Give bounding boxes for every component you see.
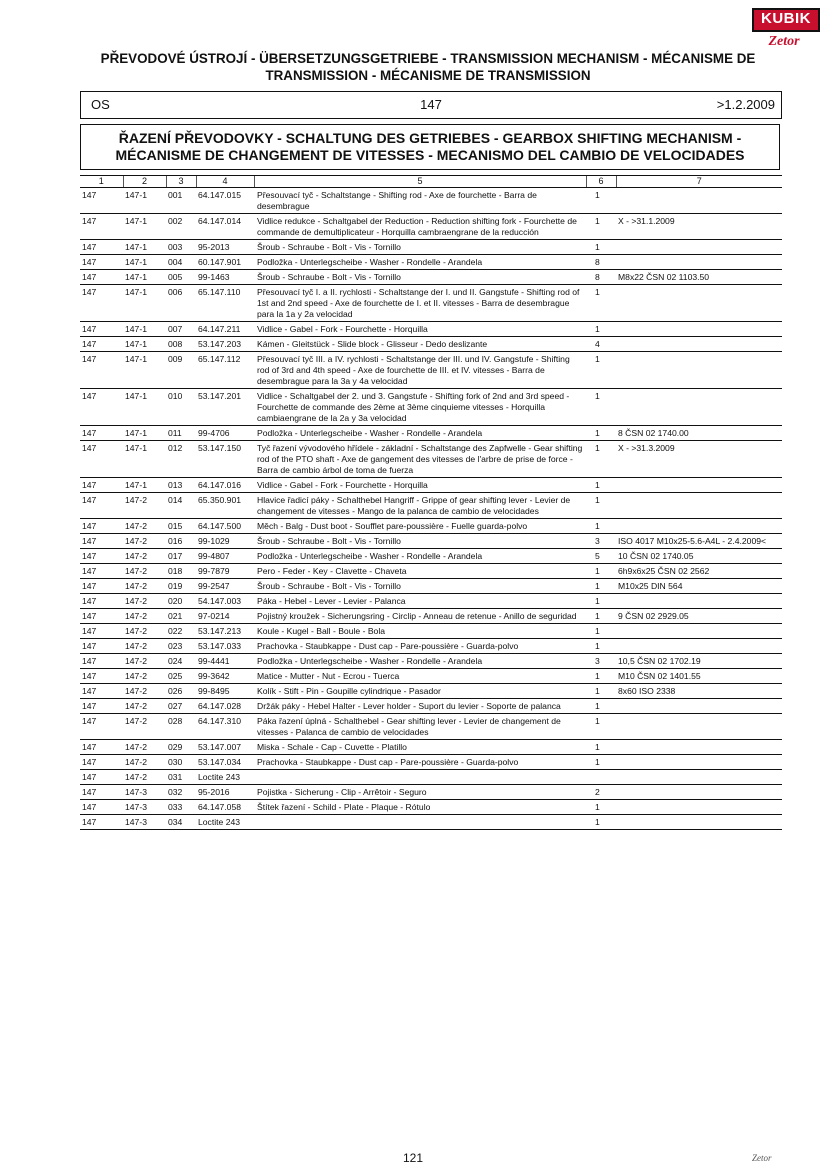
subgroup-cell: 147-2	[123, 639, 166, 654]
position-cell: 011	[166, 426, 196, 441]
position-cell: 002	[166, 214, 196, 240]
description-cell: Miska - Schale - Cap - Cuvette - Platillo	[254, 740, 586, 755]
table-row	[80, 389, 782, 426]
table-row	[80, 609, 782, 624]
column-header: 4	[196, 176, 254, 188]
remark-cell	[616, 519, 782, 534]
table-row	[80, 322, 782, 337]
description-cell: Přesouvací tyč III. a IV. rychlosti - Schaltstange der III. und IV. Gangstufe - Shifting rod of 3rd and 4th speed - Axe de fourchette de III. et IV. vitesses - Barra de desembrague para la 3a y 4a velocidad	[254, 352, 586, 389]
remark-cell: M8x22 ČSN 02 1103.50	[616, 270, 782, 285]
table-row	[80, 699, 782, 714]
group-cell: 147	[80, 624, 123, 639]
group-cell: 147	[80, 534, 123, 549]
table-row	[80, 352, 782, 389]
quantity-cell: 1	[586, 624, 616, 639]
remark-cell: X - >31.1.2009	[616, 214, 782, 240]
table-row	[80, 549, 782, 564]
position-cell: 030	[166, 755, 196, 770]
quantity-cell: 1	[586, 579, 616, 594]
subgroup-cell: 147-1	[123, 389, 166, 426]
quantity-cell: 3	[586, 534, 616, 549]
subgroup-cell: 147-1	[123, 478, 166, 493]
description-cell: Prachovka - Staubkappe - Dust cap - Pare-poussière - Guarda-polvo	[254, 639, 586, 654]
table-header-row	[80, 176, 782, 188]
remark-cell	[616, 352, 782, 389]
part-number-cell: 53.147.213	[196, 624, 254, 639]
position-cell: 019	[166, 579, 196, 594]
remark-cell: 9 ČSN 02 2929.05	[616, 609, 782, 624]
remark-cell: M10 ČSN 02 1401.55	[616, 669, 782, 684]
table-row	[80, 270, 782, 285]
part-number-cell: 64.147.014	[196, 214, 254, 240]
remark-cell: 6h9x6x25 ČSN 02 2562	[616, 564, 782, 579]
section-title	[80, 124, 780, 170]
subgroup-cell: 147-2	[123, 740, 166, 755]
description-cell: Pojistný kroužek - Sicherungsring - Circlip - Anneau de retenue - Anillo de seguridad	[254, 609, 586, 624]
group-cell: 147	[80, 285, 123, 322]
quantity-cell: 8	[586, 255, 616, 270]
subgroup-cell: 147-2	[123, 594, 166, 609]
description-cell: Páka - Hebel - Lever - Levier - Palanca	[254, 594, 586, 609]
remark-cell	[616, 740, 782, 755]
description-cell: Podložka - Unterlegscheibe - Washer - Rondelle - Arandela	[254, 549, 586, 564]
column-header: 7	[616, 176, 782, 188]
quantity-cell: 1	[586, 389, 616, 426]
os-label: OS	[91, 97, 110, 112]
description-cell: Měch - Balg - Dust boot - Soufflet pare-poussière - Fuelle guarda-polvo	[254, 519, 586, 534]
description-cell: Šroub - Schraube - Bolt - Vis - Tornillo	[254, 579, 586, 594]
subgroup-cell: 147-1	[123, 285, 166, 322]
position-cell: 028	[166, 714, 196, 740]
position-cell: 024	[166, 654, 196, 669]
group-cell: 147	[80, 426, 123, 441]
remark-cell: M10x25 DIN 564	[616, 579, 782, 594]
group-cell: 147	[80, 639, 123, 654]
part-number-cell: 65.147.112	[196, 352, 254, 389]
part-number-cell: 53.147.203	[196, 337, 254, 352]
remark-cell: 8x60 ISO 2338	[616, 684, 782, 699]
remark-cell	[616, 337, 782, 352]
subgroup-cell: 147-1	[123, 240, 166, 255]
description-cell: Prachovka - Staubkappe - Dust cap - Pare-poussière - Guarda-polvo	[254, 755, 586, 770]
table-row	[80, 534, 782, 549]
remark-cell	[616, 240, 782, 255]
position-cell: 025	[166, 669, 196, 684]
description-cell: Pojistka - Sicherung - Clip - Arrêtoir - Seguro	[254, 785, 586, 800]
remark-cell	[616, 714, 782, 740]
table-row	[80, 740, 782, 755]
table-row	[80, 188, 782, 214]
remark-cell	[616, 493, 782, 519]
group-cell: 147	[80, 337, 123, 352]
group-cell: 147	[80, 755, 123, 770]
part-number-cell: 53.147.150	[196, 441, 254, 478]
remark-cell	[616, 755, 782, 770]
part-number-cell: 64.147.500	[196, 519, 254, 534]
position-cell: 031	[166, 770, 196, 785]
table-row	[80, 255, 782, 270]
group-cell: 147	[80, 800, 123, 815]
remark-cell: X - >31.3.2009	[616, 441, 782, 478]
table-row	[80, 624, 782, 639]
table-row	[80, 337, 782, 352]
subgroup-cell: 147-1	[123, 441, 166, 478]
part-number-cell: Loctite 243	[196, 815, 254, 830]
table-row	[80, 684, 782, 699]
description-cell	[254, 770, 586, 785]
part-number-cell: 60.147.901	[196, 255, 254, 270]
quantity-cell: 4	[586, 337, 616, 352]
parts-table-body	[80, 188, 782, 830]
column-header: 6	[586, 176, 616, 188]
column-header: 3	[166, 176, 196, 188]
description-cell: Podložka - Unterlegscheibe - Washer - Rondelle - Arandela	[254, 654, 586, 669]
group-cell: 147	[80, 519, 123, 534]
table-row	[80, 564, 782, 579]
description-cell: Tyč řazení vývodového hřídele - základní - Schaltstange des Zapfwelle - Gear shifting rod of the PTO shaft - Axe de gangement des vitesses de l'arbre de prise de force - Barra de cambio árbol de toma de fuerza	[254, 441, 586, 478]
group-cell: 147	[80, 214, 123, 240]
position-cell: 014	[166, 493, 196, 519]
position-cell: 007	[166, 322, 196, 337]
part-number-cell: 64.147.015	[196, 188, 254, 214]
description-cell: Hlavice řadicí páky - Schalthebel Hangriff - Grippe of gear shifting lever - Levier de changement de vitesses - Mango de la palanca de cambio de velocidades	[254, 493, 586, 519]
position-cell: 001	[166, 188, 196, 214]
group-cell: 147	[80, 714, 123, 740]
part-number-cell: 54.147.003	[196, 594, 254, 609]
position-cell: 021	[166, 609, 196, 624]
part-number-cell: 99-1463	[196, 270, 254, 285]
column-header: 1	[80, 176, 123, 188]
part-number-cell: 64.147.016	[196, 478, 254, 493]
group-cell: 147	[80, 609, 123, 624]
table-row	[80, 426, 782, 441]
table-row	[80, 478, 782, 493]
remark-cell	[616, 770, 782, 785]
position-cell: 017	[166, 549, 196, 564]
group-cell: 147	[80, 255, 123, 270]
subgroup-cell: 147-1	[123, 214, 166, 240]
position-cell: 005	[166, 270, 196, 285]
group-cell: 147	[80, 352, 123, 389]
quantity-cell: 5	[586, 549, 616, 564]
quantity-cell: 1	[586, 214, 616, 240]
subgroup-cell: 147-2	[123, 714, 166, 740]
group-cell: 147	[80, 322, 123, 337]
part-number-cell: 99-4441	[196, 654, 254, 669]
quantity-cell: 3	[586, 654, 616, 669]
position-cell: 032	[166, 785, 196, 800]
table-row	[80, 285, 782, 322]
table-row	[80, 669, 782, 684]
part-number-cell: 65.147.110	[196, 285, 254, 322]
subgroup-cell: 147-3	[123, 800, 166, 815]
column-header: 5	[254, 176, 586, 188]
description-cell: Páka řazení úplná - Schalthebel - Gear shifting lever - Levier de changement de vitesses - Palanca de cambio de velocidades	[254, 714, 586, 740]
remark-cell	[616, 639, 782, 654]
position-cell: 020	[166, 594, 196, 609]
remark-cell	[616, 389, 782, 426]
position-cell: 012	[166, 441, 196, 478]
table-row	[80, 714, 782, 740]
position-cell: 033	[166, 800, 196, 815]
position-cell: 023	[166, 639, 196, 654]
remark-cell	[616, 188, 782, 214]
part-number-cell: 99-8495	[196, 684, 254, 699]
group-cell: 147	[80, 441, 123, 478]
position-cell: 008	[166, 337, 196, 352]
remark-cell: 10 ČSN 02 1740.05	[616, 549, 782, 564]
subgroup-cell: 147-1	[123, 426, 166, 441]
part-number-cell: 64.147.028	[196, 699, 254, 714]
quantity-cell: 1	[586, 188, 616, 214]
quantity-cell: 2	[586, 785, 616, 800]
group-cell: 147	[80, 549, 123, 564]
quantity-cell: 1	[586, 699, 616, 714]
table-row	[80, 579, 782, 594]
quantity-cell: 1	[586, 740, 616, 755]
group-cell: 147	[80, 815, 123, 830]
quantity-cell: 1	[586, 669, 616, 684]
part-number-cell: 99-4807	[196, 549, 254, 564]
group-cell: 147	[80, 493, 123, 519]
group-cell: 147	[80, 669, 123, 684]
remark-cell	[616, 699, 782, 714]
subgroup-cell: 147-2	[123, 549, 166, 564]
quantity-cell: 1	[586, 426, 616, 441]
position-cell: 034	[166, 815, 196, 830]
group-cell: 147	[80, 188, 123, 214]
quantity-cell: 1	[586, 609, 616, 624]
description-cell: Šroub - Schraube - Bolt - Vis - Tornillo	[254, 240, 586, 255]
part-number-cell: 99-2547	[196, 579, 254, 594]
remark-cell: ISO 4017 M10x25-5.6-A4L - 2.4.2009<	[616, 534, 782, 549]
table-row	[80, 755, 782, 770]
section-title-line-2: MÉCANISME DE CHANGEMENT DE VITESSES - MECANISMO DEL CAMBIO DE VELOCIDADES	[115, 147, 745, 163]
group-cell: 147	[80, 654, 123, 669]
position-cell: 026	[166, 684, 196, 699]
group-cell: 147	[80, 770, 123, 785]
quantity-cell: 1	[586, 815, 616, 830]
quantity-cell: 1	[586, 755, 616, 770]
subgroup-cell: 147-2	[123, 755, 166, 770]
part-number-cell: 64.147.058	[196, 800, 254, 815]
group-cell: 147	[80, 270, 123, 285]
group-cell: 147	[80, 699, 123, 714]
description-cell: Šroub - Schraube - Bolt - Vis - Tornillo	[254, 270, 586, 285]
section-title-line-1: ŘAZENÍ PŘEVODOVKY - SCHALTUNG DES GETRIEBES - GEARBOX SHIFTING MECHANISM -	[118, 130, 742, 146]
remark-cell	[616, 815, 782, 830]
part-number-cell: 99-1029	[196, 534, 254, 549]
part-number-cell: 65.350.901	[196, 493, 254, 519]
position-cell: 015	[166, 519, 196, 534]
group-cell: 147	[80, 594, 123, 609]
position-cell: 009	[166, 352, 196, 389]
position-cell: 029	[166, 740, 196, 755]
table-row	[80, 240, 782, 255]
part-number-cell: 53.147.034	[196, 755, 254, 770]
position-cell: 010	[166, 389, 196, 426]
subgroup-cell: 147-2	[123, 654, 166, 669]
subgroup-cell: 147-3	[123, 785, 166, 800]
table-row	[80, 519, 782, 534]
subgroup-cell: 147-2	[123, 519, 166, 534]
table-row	[80, 493, 782, 519]
part-number-cell: 95-2013	[196, 240, 254, 255]
quantity-cell: 1	[586, 714, 616, 740]
quantity-cell: 1	[586, 800, 616, 815]
subgroup-cell: 147-1	[123, 322, 166, 337]
quantity-cell: 1	[586, 322, 616, 337]
quantity-cell: 1	[586, 478, 616, 493]
document-title	[70, 50, 786, 84]
subgroup-cell: 147-2	[123, 699, 166, 714]
table-row	[80, 770, 782, 785]
quantity-cell: 8	[586, 270, 616, 285]
quantity-cell: 1	[586, 519, 616, 534]
position-cell: 013	[166, 478, 196, 493]
quantity-cell: 1	[586, 594, 616, 609]
table-row	[80, 594, 782, 609]
validity-date: >1.2.2009	[716, 97, 775, 112]
quantity-cell: 1	[586, 441, 616, 478]
part-number-cell: 95-2016	[196, 785, 254, 800]
position-cell: 027	[166, 699, 196, 714]
position-cell: 016	[166, 534, 196, 549]
description-cell: Kámen - Gleitstück - Slide block - Glisseur - Dedo deslizante	[254, 337, 586, 352]
remark-cell	[616, 322, 782, 337]
remark-cell	[616, 800, 782, 815]
quantity-cell: 1	[586, 240, 616, 255]
part-number-cell: 99-4706	[196, 426, 254, 441]
quantity-cell: 1	[586, 684, 616, 699]
group-cell: 147	[80, 389, 123, 426]
quantity-cell: 1	[586, 564, 616, 579]
group-cell: 147	[80, 684, 123, 699]
part-number-cell: Loctite 243	[196, 770, 254, 785]
table-row	[80, 815, 782, 830]
part-number-cell: 97-0214	[196, 609, 254, 624]
subgroup-cell: 147-1	[123, 255, 166, 270]
subgroup-cell: 147-2	[123, 609, 166, 624]
quantity-cell: 1	[586, 285, 616, 322]
subgroup-cell: 147-2	[123, 534, 166, 549]
table-row	[80, 441, 782, 478]
part-number-cell: 64.147.211	[196, 322, 254, 337]
position-cell: 003	[166, 240, 196, 255]
remark-cell	[616, 785, 782, 800]
table-row	[80, 785, 782, 800]
remark-cell	[616, 285, 782, 322]
description-cell: Koule - Kugel - Ball - Boule - Bola	[254, 624, 586, 639]
remark-cell: 8 ČSN 02 1740.00	[616, 426, 782, 441]
group-number: 147	[420, 97, 442, 112]
part-number-cell: 99-3642	[196, 669, 254, 684]
description-cell: Pero - Feder - Key - Clavette - Chaveta	[254, 564, 586, 579]
page-number: 121	[402, 1151, 424, 1165]
table-row	[80, 800, 782, 815]
subgroup-cell: 147-2	[123, 624, 166, 639]
group-header	[80, 91, 782, 119]
footer-zetor-logo: Zetor	[752, 1153, 772, 1163]
subgroup-cell: 147-1	[123, 352, 166, 389]
part-number-cell: 53.147.201	[196, 389, 254, 426]
description-cell: Vidlice - Gabel - Fork - Fourchette - Horquilla	[254, 478, 586, 493]
part-number-cell: 53.147.007	[196, 740, 254, 755]
remark-cell	[616, 255, 782, 270]
description-cell: Šroub - Schraube - Bolt - Vis - Tornillo	[254, 534, 586, 549]
position-cell: 022	[166, 624, 196, 639]
description-cell: Matice - Mutter - Nut - Ecrou - Tuerca	[254, 669, 586, 684]
position-cell: 018	[166, 564, 196, 579]
quantity-cell: 1	[586, 493, 616, 519]
subgroup-cell: 147-1	[123, 337, 166, 352]
description-cell: Kolík - Stift - Pin - Goupille cylindrique - Pasador	[254, 684, 586, 699]
subgroup-cell: 147-3	[123, 815, 166, 830]
zetor-logo-text: Zetor	[768, 34, 800, 49]
position-cell: 004	[166, 255, 196, 270]
quantity-cell	[586, 770, 616, 785]
subgroup-cell: 147-2	[123, 770, 166, 785]
subgroup-cell: 147-1	[123, 188, 166, 214]
table-row	[80, 214, 782, 240]
part-number-cell: 99-7879	[196, 564, 254, 579]
group-cell: 147	[80, 564, 123, 579]
description-cell: Přesouvací tyč - Schaltstange - Shifting rod - Axe de fourchette - Barra de desembrague	[254, 188, 586, 214]
subgroup-cell: 147-2	[123, 579, 166, 594]
subgroup-cell: 147-2	[123, 684, 166, 699]
subgroup-cell: 147-2	[123, 564, 166, 579]
description-cell: Držák páky - Hebel Halter - Lever holder - Suport du levier - Soporte de palanca	[254, 699, 586, 714]
description-cell: Vidlice redukce - Schaltgabel der Reduction - Reduction shifting fork - Fourchette de commande de demultiplicateur - Horquilla cambraengrane de la reducción	[254, 214, 586, 240]
group-cell: 147	[80, 478, 123, 493]
quantity-cell: 1	[586, 352, 616, 389]
description-cell: Vidlice - Gabel - Fork - Fourchette - Horquilla	[254, 322, 586, 337]
description-cell: Štítek řazení - Schild - Plate - Plaque - Rótulo	[254, 800, 586, 815]
group-cell: 147	[80, 740, 123, 755]
remark-cell	[616, 478, 782, 493]
subgroup-cell: 147-2	[123, 493, 166, 519]
table-row	[80, 654, 782, 669]
quantity-cell: 1	[586, 639, 616, 654]
group-cell: 147	[80, 785, 123, 800]
subgroup-cell: 147-1	[123, 270, 166, 285]
description-cell	[254, 815, 586, 830]
remark-cell	[616, 624, 782, 639]
title-line-1: PŘEVODOVÉ ÚSTROJÍ - ÜBERSETZUNGSGETRIEBE - TRANSMISSION MECHANISM - MÉCANISME DE	[100, 51, 756, 66]
subgroup-cell: 147-2	[123, 669, 166, 684]
remark-cell: 10,5 ČSN 02 1702.19	[616, 654, 782, 669]
description-cell: Vidlice - Schaltgabel der 2. und 3. Gangstufe - Shifting fork of 2nd and 3rd speed - Fourchette de commande des 2ème at 3ème cinquieme vitesses - Horquilla cambiaengrane de la 2a y 3a velocidad	[254, 389, 586, 426]
part-number-cell: 53.147.033	[196, 639, 254, 654]
table-row	[80, 639, 782, 654]
column-header: 2	[123, 176, 166, 188]
group-cell: 147	[80, 579, 123, 594]
remark-cell	[616, 594, 782, 609]
title-line-2: TRANSMISSION - MÉCANISME DE TRANSMISSION	[265, 68, 591, 83]
description-cell: Přesouvací tyč I. a II. rychlosti - Schaltstange der I. und II. Gangstufe - Shifting rod of 1st and 2nd speed - Axe de fourchette de I. et II. vitesses - Barra de desembrague para la 1a y 2a velocidad	[254, 285, 586, 322]
description-cell: Podložka - Unterlegscheibe - Washer - Rondelle - Arandela	[254, 255, 586, 270]
description-cell: Podložka - Unterlegscheibe - Washer - Rondelle - Arandela	[254, 426, 586, 441]
parts-table	[80, 175, 782, 830]
group-cell: 147	[80, 240, 123, 255]
kubik-logo-text: KUBIK	[752, 8, 820, 32]
position-cell: 006	[166, 285, 196, 322]
part-number-cell: 64.147.310	[196, 714, 254, 740]
